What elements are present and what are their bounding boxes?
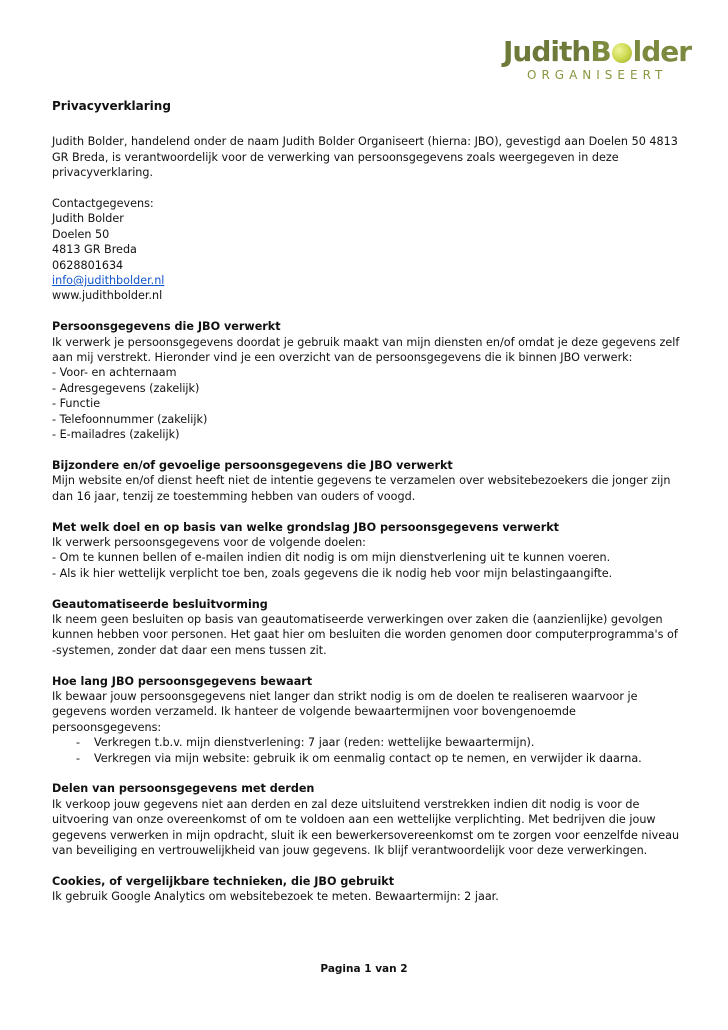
list-item: - Adresgegevens (zakelijk) xyxy=(52,381,200,395)
list-item: - Voor- en achternaam xyxy=(52,366,177,380)
section-heading: Bijzondere en/of gevoelige persoonsgegevens die JBO verwerkt xyxy=(52,458,453,472)
section-persoonsgegevens xyxy=(52,319,680,442)
contact-name: Judith Bolder xyxy=(52,212,124,226)
section-besluitvorming xyxy=(52,597,680,659)
list-item: - Om te kunnen bellen of e-mailen indien dit nodig is om mijn dienstverlening uit te kunnen voeren. xyxy=(52,551,611,565)
logo-subtitle: ORGANISEERT xyxy=(527,68,668,82)
section-cookies xyxy=(52,874,680,905)
logo-word-judith: Judith xyxy=(503,35,591,68)
section-text: Ik gebruik Google Analytics om websitebezoek te meten. Bewaartermijn: 2 jaar. xyxy=(52,890,499,904)
contact-website: www.judithbolder.nl xyxy=(52,289,163,303)
section-heading: Geautomatiseerde besluitvorming xyxy=(52,597,268,611)
ball-icon xyxy=(612,43,632,63)
section-text: Ik verkoop jouw gegevens niet aan derden en zal deze uitsluitend verstrekken indien dit nodig is voor de uitvoering van onze overeenkomst of om te voldoen aan een wettelijke verplichting. Met bedrijven die jouw gegevens verwerken in mijn opdracht, sluit ik een bewerkersovereenkomst om te zorgen voor eenzelfde niveau van beveiliging en vertrouwelijkheid van jouw gegevens. Ik blijf verantwoordelijk voor deze verwerkingen. xyxy=(52,797,680,857)
section-delen-derden xyxy=(52,781,680,858)
list-item: - Telefoonnummer (zakelijk) xyxy=(52,412,208,426)
list-item: - Als ik hier wettelijk verplicht toe ben, zoals gegevens die ik nodig heb voor mijn belastingaangifte. xyxy=(52,566,613,580)
section-heading: Cookies, of vergelijkbare technieken, die JBO gebruikt xyxy=(52,874,395,888)
page-number: Pagina 1 van 2 xyxy=(320,963,408,975)
section-heading: Met welk doel en op basis van welke grondslag JBO persoonsgegevens verwerkt xyxy=(52,520,559,534)
logo-word-b: B xyxy=(590,35,611,68)
contact-phone: 0628801634 xyxy=(52,258,124,272)
section-heading: Persoonsgegevens die JBO verwerkt xyxy=(52,320,281,334)
section-heading: Delen van persoonsgegevens met derden xyxy=(52,782,315,796)
section-text: Ik verwerk persoonsgegevens voor de volgende doelen: xyxy=(52,535,366,549)
section-text: Mijn website en/of dienst heeft niet de intentie gegevens te verzamelen over websitebezoekers die jonger zijn dan 16 jaar, tenzij ze toestemming hebben van ouders of voogd. xyxy=(52,474,671,503)
contact-block xyxy=(52,196,680,304)
document-body xyxy=(52,99,680,905)
section-text: Ik verwerk je persoonsgegevens doordat je gebruik maakt van mijn diensten en/of omdat je deze gegevens zelf aan mij verstrekt. Hieronder vind je een overzicht van de persoonsgegevens die ik binnen JBO verwerk: xyxy=(52,335,680,365)
logo-word-lder: lder xyxy=(632,35,692,68)
section-bewaartermijn xyxy=(52,674,680,766)
contact-email-link[interactable]: info@judithbolder.nl xyxy=(52,274,165,288)
section-heading: Hoe lang JBO persoonsgegevens bewaart xyxy=(52,674,313,688)
list-item: - E-mailadres (zakelijk) xyxy=(52,428,180,442)
section-text: Ik bewaar jouw persoonsgegevens niet langer dan strikt nodig is om de doelen te realiseren waarvoor je gegevens worden verzameld. Ik hanteer de volgende bewaartermijnen voor bovengenoemde persoonsgegevens: xyxy=(52,689,638,734)
section-bijzondere-gegevens xyxy=(52,458,680,504)
logo-wordmark xyxy=(503,36,691,68)
list-item: - Verkregen t.b.v. mijn dienstverlening: 7 jaar (reden: wettelijke bewaartermijn). xyxy=(52,735,680,750)
list-item: - Functie xyxy=(52,397,101,411)
contact-city: 4813 GR Breda xyxy=(52,243,137,257)
list-item: - Verkregen via mijn website: gebruik ik om eenmalig contact op te nemen, en verwijder ik daarna. xyxy=(52,751,680,766)
page-title: Privacyverklaring xyxy=(52,99,171,113)
section-doel-grondslag xyxy=(52,520,680,582)
bullet-list xyxy=(52,735,680,766)
brand-logo xyxy=(503,35,692,84)
contact-street: Doelen 50 xyxy=(52,227,110,241)
intro-paragraph: Judith Bolder, handelend onder de naam Judith Bolder Organiseert (hierna: JBO), gevestigd aan Doelen 50 4813 GR Breda, is verantwoordelijk voor de verwerking van persoonsgegevens zoals weergegeven in deze privacyverklaring. xyxy=(52,135,678,180)
contact-label: Contactgegevens: xyxy=(52,197,154,211)
section-text: Ik neem geen besluiten op basis van geautomatiseerde verwerkingen over zaken die (aanzienlijke) gevolgen kunnen hebben voor personen. Het gaat hier om besluiten die worden genomen door computerprogramma's of -systemen, zonder dat daar een mens tussen zit. xyxy=(52,612,678,657)
